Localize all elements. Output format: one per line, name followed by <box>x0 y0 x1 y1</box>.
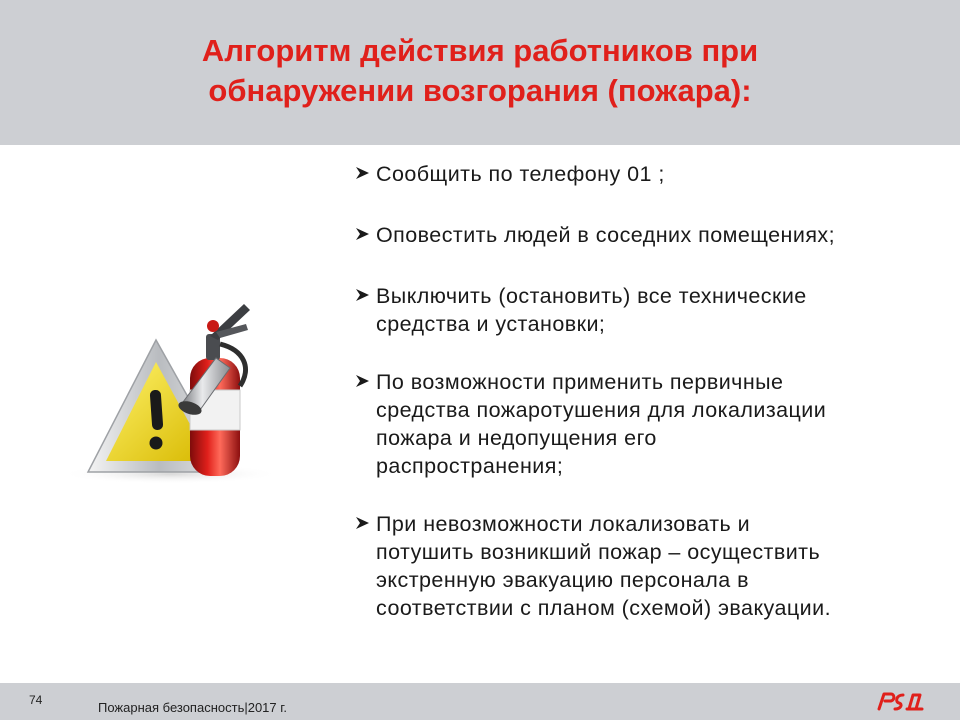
rzd-logo-icon <box>876 690 924 712</box>
list-item <box>355 510 945 622</box>
arrow-bullet-icon <box>355 165 371 181</box>
arrow-bullet-icon <box>355 226 371 242</box>
step-2-line-1: Оповестить людей в соседних помещениях; <box>376 223 836 247</box>
step-4-line-2: средства пожаротушения для локализации <box>376 398 827 422</box>
step-4-line-1: По возможности применить первичные <box>376 370 784 394</box>
list-item <box>355 160 945 188</box>
warning-extinguisher-icon <box>30 298 310 486</box>
page-number: 74 <box>29 693 43 707</box>
step-4-line-3: пожара и недопущения его <box>376 426 657 450</box>
step-4-line-4: распространения; <box>376 454 564 478</box>
arrow-bullet-icon <box>355 287 371 303</box>
title-line-1: Алгоритм действия работников при <box>201 33 759 68</box>
step-5-line-2: потушить возникший пожар – осуществить <box>376 540 821 564</box>
arrow-bullet-icon <box>355 373 371 389</box>
list-item <box>355 282 945 338</box>
step-5-line-3: экстренную эвакуацию персонала в <box>376 568 750 592</box>
title-line-2: обнаружении возгорания (пожара): <box>208 73 752 108</box>
list-item <box>355 221 945 249</box>
step-3-line-1: Выключить (остановить) все технические <box>376 284 807 308</box>
action-steps-list <box>355 160 945 622</box>
step-5-line-4: соответствии с планом (схемой) эвакуации. <box>376 596 832 620</box>
step-5-line-1: При невозможности локализовать и <box>376 512 751 536</box>
step-3-line-2: средства и установки; <box>376 312 606 336</box>
slide-title <box>60 31 900 111</box>
warning-extinguisher-illustration <box>30 298 310 486</box>
arrow-bullet-icon <box>355 515 371 531</box>
list-item <box>355 368 945 480</box>
footer-caption: Пожарная безопасность|2017 г. <box>98 700 288 715</box>
step-1-line-1: Сообщить по телефону 01 ; <box>376 162 665 186</box>
